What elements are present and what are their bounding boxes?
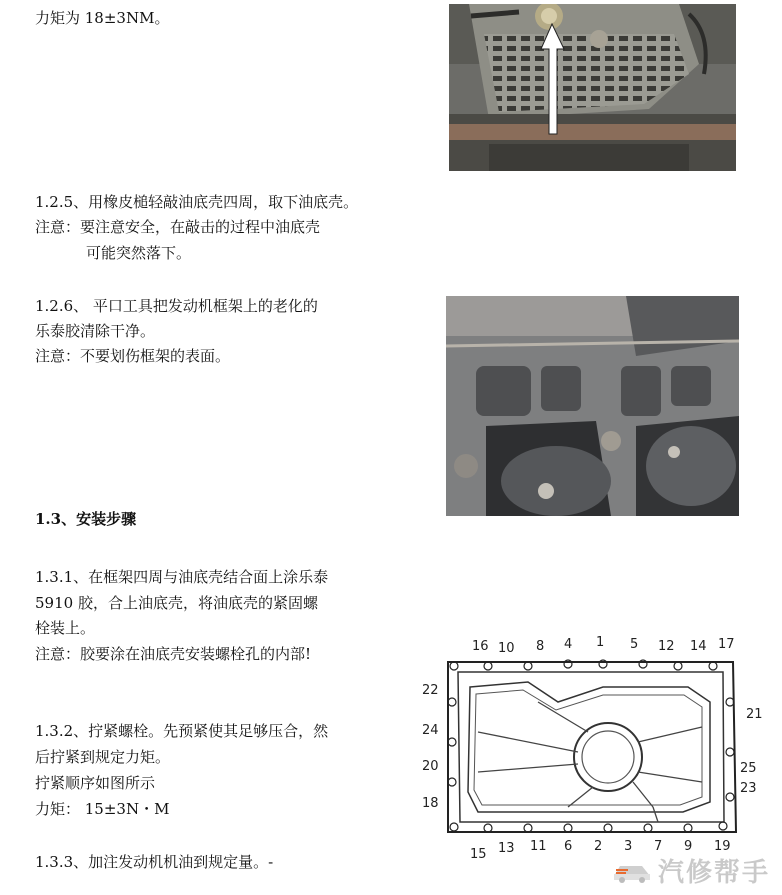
bolt-number: 2 [594, 839, 603, 854]
step-1-3-1-line3: 栓装上。 [35, 619, 96, 637]
watermark [612, 852, 770, 889]
bolt-number: 8 [536, 639, 545, 654]
step-1-2-6-line1: 1.2.6、 平口工具把发动机框架上的老化的 [35, 297, 318, 315]
bolt-number: 5 [630, 637, 639, 652]
bolt-number: 24 [422, 723, 439, 738]
bolt-number: 1 [596, 635, 605, 650]
note-1-2-6: 注意：不要划伤框架的表面。 [35, 347, 231, 365]
bolt-number: 13 [498, 841, 515, 856]
step-1-3-2-line2: 后拧紧到规定力矩。 [35, 748, 171, 766]
bolt-number: 21 [746, 707, 763, 722]
step-1-2-6-line2: 乐泰胶清除干净。 [35, 322, 156, 340]
bolt-number: 14 [690, 639, 707, 654]
bolt-number: 12 [658, 639, 675, 654]
bolt-number: 7 [654, 839, 663, 854]
note-1-2-5-line1: 注意：要注意安全，在敲击的过程中油底壳 [35, 218, 321, 236]
bolt-number: 4 [564, 637, 573, 652]
bolt-number: 3 [624, 839, 633, 854]
bolt-number: 22 [422, 683, 439, 698]
step-1-3-2-line1: 1.3.2、拧紧螺栓。先预紧使其足够压合，然 [35, 722, 329, 740]
oil-pan-drain-photo [449, 4, 736, 171]
bolt-number: 6 [564, 839, 573, 854]
bolt-number: 15 [470, 847, 487, 862]
step-1-3-1-line2: 5910 胶，合上油底壳，将油底壳的紧固螺 [35, 594, 318, 612]
note-1-3-1: 注意：胶要涂在油底壳安装螺栓孔的内部! [35, 645, 312, 663]
bolt-number: 18 [422, 796, 439, 811]
step-1-3-3: 1.3.3、加注发动机机油到规定量。- [35, 853, 274, 871]
bolt-number: 23 [740, 781, 757, 796]
bolt-number: 19 [714, 839, 731, 854]
bolt-number: 25 [740, 761, 757, 776]
engine-frame-photo [446, 296, 739, 516]
oil-pan-bolt-sequence-diagram [418, 632, 763, 864]
torque-spec-text: 力矩： 15±3N・M [35, 800, 170, 818]
car-logo-icon [612, 858, 652, 884]
bolt-number: 17 [718, 637, 735, 652]
bolt-number: 16 [472, 639, 489, 654]
bolt-number: 20 [422, 759, 439, 774]
bolt-number: 10 [498, 641, 515, 656]
watermark-text: 汽修帮手 [657, 858, 770, 888]
note-1-2-5-line2: 可能突然落下。 [86, 244, 192, 262]
torque-line-top: 力矩为 18±3NM。 [35, 9, 170, 27]
pan-outline [448, 662, 736, 832]
tighten-order-text: 拧紧顺序如图所示 [35, 774, 156, 792]
bolt-number: 11 [530, 839, 547, 854]
step-1-2-5: 1.2.5、用橡皮槌轻敲油底壳四周，取下油底壳。 [35, 193, 359, 211]
step-1-3-1-line1: 1.3.1、在框架四周与油底壳结合面上涂乐泰 [35, 568, 329, 586]
bolt-number: 9 [684, 839, 693, 854]
section-heading-1-3: 1.3、安装步骤 [35, 510, 137, 528]
